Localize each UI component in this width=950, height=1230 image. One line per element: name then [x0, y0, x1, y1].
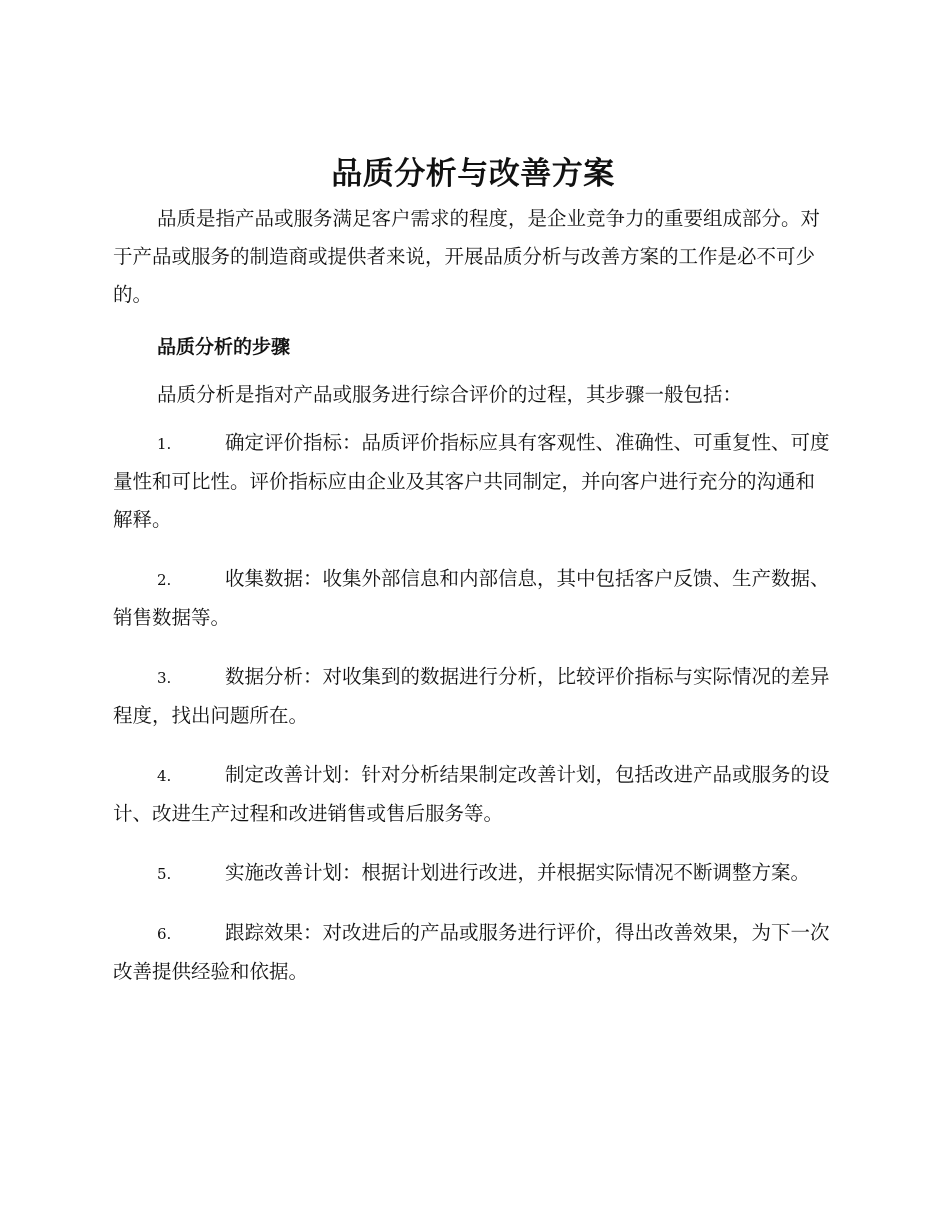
- list-item: [113, 854, 833, 893]
- list-item-number: 3.: [157, 669, 172, 687]
- list-item-text: 制定改善计划：针对分析结果制定改善计划，包括改进产品或服务的设计、改进生产过程和改进销售或售后服务等。: [113, 763, 830, 825]
- document-page: [113, 152, 833, 1012]
- list-item-number: 1.: [157, 435, 172, 453]
- list-item-number: 4.: [157, 767, 172, 785]
- intro-paragraph: 品质是指产品或服务满足客户需求的程度，是企业竞争力的重要组成部分。对于产品或服务的制造商或提供者来说，开展品质分析与改善方案的工作是必不可少的。: [113, 207, 821, 306]
- list-item-text: 收集数据：收集外部信息和内部信息，其中包括客户反馈、生产数据、销售数据等。: [113, 567, 830, 629]
- list-item-text: 实施改善计划：根据计划进行改进，并根据实际情况不断调整方案。: [225, 861, 811, 884]
- list-item: [113, 914, 833, 991]
- list-item-number: 5.: [157, 865, 172, 883]
- list-item-text: 跟踪效果：对改进后的产品或服务进行评价，得出改善效果，为下一次改善提供经验和依据。: [113, 921, 830, 983]
- list-item: [113, 424, 833, 539]
- list-item-number: 6.: [157, 925, 172, 943]
- list-item: [113, 658, 833, 735]
- list-item-text: 数据分析：对收集到的数据进行分析，比较评价指标与实际情况的差异程度，找出问题所在。: [113, 665, 830, 727]
- section-intro-paragraph: 品质分析是指对产品或服务进行综合评价的过程，其步骤一般包括：: [157, 383, 743, 406]
- list-item: [113, 560, 833, 637]
- section-heading: 品质分析的步骤: [157, 336, 291, 358]
- list-item-text: 确定评价指标：品质评价指标应具有客观性、准确性、可重复性、可度量性和可比性。评价指标应由企业及其客户共同制定，并向客户进行充分的沟通和解释。: [113, 431, 830, 531]
- list-item-number: 2.: [157, 571, 172, 589]
- document-title: 品质分析与改善方案: [331, 156, 615, 192]
- list-item: [113, 756, 833, 833]
